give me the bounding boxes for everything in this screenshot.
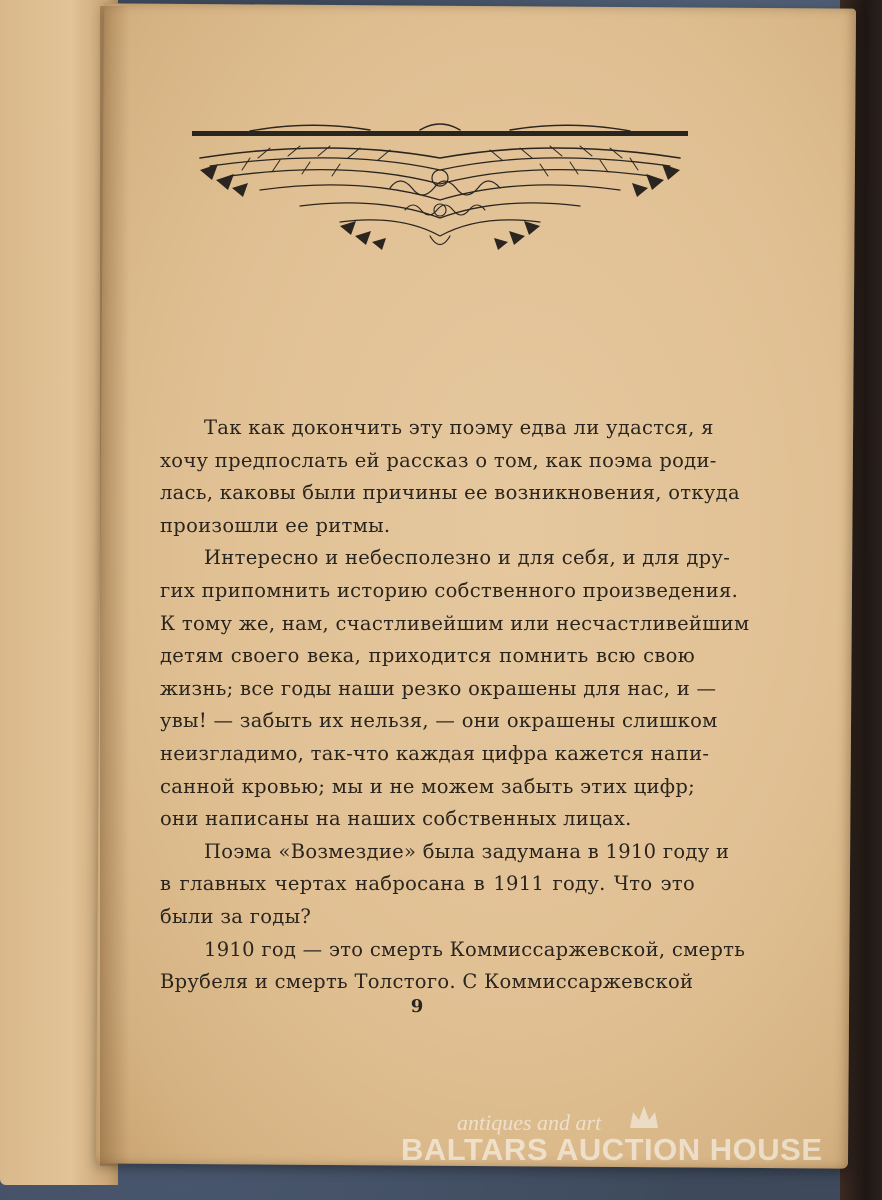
paragraph bbox=[160, 542, 750, 835]
text-line: хочу предпослать ей рассказ о том, как поэма роди- bbox=[160, 448, 717, 472]
text-line: санной кровью; мы и не можем забыть этих цифр; bbox=[160, 774, 695, 798]
page-gutter-shadow bbox=[100, 6, 130, 1166]
text-line: детям своего века, приходится помнить всю свою bbox=[160, 644, 695, 668]
text-line: неизгладимо, так-что каждая цифра кажется напи- bbox=[160, 741, 710, 765]
text-line: жизнь; все годы наши резко окрашены для нас, и — bbox=[160, 676, 717, 700]
text-line: увы! — забыть их нельзя, — они окрашены слишком bbox=[160, 709, 718, 733]
text-line: лась, каковы были причины ее возникновения, откуда bbox=[160, 481, 740, 505]
text-line: в главных чертах набросана в 1911 году. Что это bbox=[160, 872, 695, 896]
text-line: К тому же, нам, счастливейшим или несчастливейшим bbox=[160, 611, 750, 635]
watermark-name: BALTARS AUCTION HOUSE bbox=[401, 1132, 823, 1167]
watermark-tagline: antiques and art bbox=[457, 1110, 602, 1135]
text-line: произошли ее ритмы. bbox=[160, 513, 391, 537]
auction-house-watermark bbox=[395, 1110, 823, 1180]
text-line: Интересно и небесполезно и для себя, и для дру- bbox=[204, 546, 731, 570]
decorative-headpiece-ornament bbox=[190, 118, 690, 263]
text-line: они написаны на наших собственных лицах. bbox=[160, 807, 632, 831]
crown-icon bbox=[627, 1102, 661, 1132]
text-line: Врубеля и смерть Толстого. С Коммиссаржевской bbox=[160, 970, 694, 994]
text-line: 1910 год — это смерть Коммиссаржевской, смерть bbox=[204, 937, 746, 961]
body-text bbox=[160, 412, 750, 999]
text-line: были за годы? bbox=[160, 904, 312, 928]
text-line: Так как докончить эту поэму едва ли удастся, я bbox=[204, 416, 714, 439]
page-number: 9 bbox=[410, 996, 424, 1017]
paragraph bbox=[160, 836, 730, 934]
paragraph bbox=[160, 934, 746, 999]
paragraph bbox=[160, 412, 740, 542]
text-line: Поэма «Возмездие» была задумана в 1910 году и bbox=[204, 839, 730, 863]
text-line: гих припомнить историю собственного произведения. bbox=[160, 578, 739, 602]
